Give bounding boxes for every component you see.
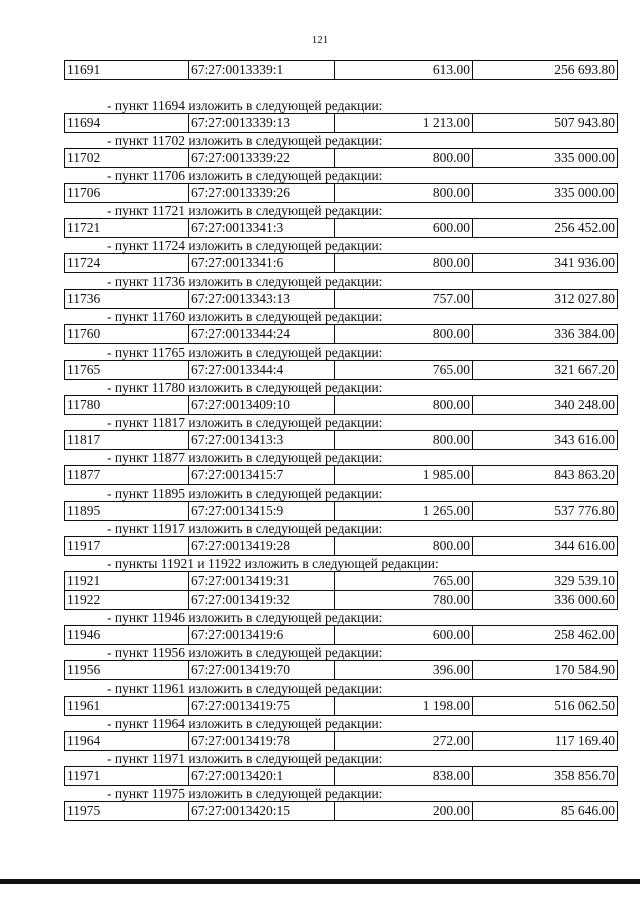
cadastral-value: 341 936.00 [473, 254, 618, 273]
amendment-table [64, 289, 618, 309]
amendment-table [64, 395, 618, 415]
table-row [65, 591, 618, 610]
amendment-table [64, 660, 618, 680]
table-row [65, 61, 618, 80]
amendment-table [64, 113, 618, 133]
amendment-note: - пункт 11702 изложить в следующей редакции: [107, 133, 383, 148]
amendment-note: - пункт 11895 изложить в следующей редакции: [107, 486, 383, 501]
area: 800.00 [335, 396, 473, 415]
cadastral-value: 256 452.00 [473, 219, 618, 238]
area: 600.00 [335, 626, 473, 645]
area: 765.00 [335, 572, 473, 591]
amendment-note: - пункты 11921 и 11922 изложить в следующей редакции: [107, 556, 439, 571]
item-number: 11961 [65, 697, 189, 716]
cadastral-value: 343 616.00 [473, 431, 618, 450]
table-row [65, 396, 618, 415]
area: 757.00 [335, 290, 473, 309]
item-number: 11780 [65, 396, 189, 415]
amendment-table [64, 430, 618, 450]
amendment-table [64, 801, 618, 821]
cadastral-number: 67:27:0013420:15 [189, 802, 335, 821]
item-number: 11724 [65, 254, 189, 273]
table-row [65, 572, 618, 591]
amendment-table [64, 731, 618, 751]
cadastral-value: 321 667.20 [473, 361, 618, 380]
cadastral-value: 312 027.80 [473, 290, 618, 309]
item-number: 11706 [65, 184, 189, 203]
area: 1 985.00 [335, 466, 473, 485]
item-number: 11922 [65, 591, 189, 610]
amendment-note: - пункт 11721 изложить в следующей редакции: [107, 203, 383, 218]
amendment-note: - пункт 11975 изложить в следующей редакции: [107, 786, 383, 801]
cadastral-number: 67:27:0013419:70 [189, 661, 335, 680]
cadastral-value: 336 000.60 [473, 591, 618, 610]
amendment-table [64, 253, 618, 273]
amendment-note: - пункт 11780 изложить в следующей редакции: [107, 380, 383, 395]
cadastral-value: 258 462.00 [473, 626, 618, 645]
cadastral-value: 335 000.00 [473, 149, 618, 168]
item-number: 11760 [65, 325, 189, 344]
area: 800.00 [335, 149, 473, 168]
item-number: 11877 [65, 466, 189, 485]
area: 800.00 [335, 254, 473, 273]
cadastral-number: 67:27:0013419:75 [189, 697, 335, 716]
item-number: 11721 [65, 219, 189, 238]
table-row [65, 626, 618, 645]
cadastral-value: 358 856.70 [473, 767, 618, 786]
item-number: 11917 [65, 537, 189, 556]
cadastral-number: 67:27:0013339:13 [189, 114, 335, 133]
cadastral-number: 67:27:0013413:3 [189, 431, 335, 450]
amendment-table [64, 536, 618, 556]
item-number: 11956 [65, 661, 189, 680]
cadastral-value: 537 776.80 [473, 502, 618, 521]
item-number: 11975 [65, 802, 189, 821]
item-number: 11895 [65, 502, 189, 521]
item-number: 11971 [65, 767, 189, 786]
amendment-note: - пункт 11706 изложить в следующей редакции: [107, 168, 383, 183]
area: 272.00 [335, 732, 473, 751]
table-row [65, 767, 618, 786]
item-number: 11921 [65, 572, 189, 591]
area: 800.00 [335, 325, 473, 344]
item-number: 11817 [65, 431, 189, 450]
cadastral-number: 67:27:0013341:6 [189, 254, 335, 273]
item-number: 11691 [65, 61, 189, 80]
cadastral-number: 67:27:0013415:7 [189, 466, 335, 485]
item-number: 11694 [65, 114, 189, 133]
first-row-table [64, 60, 618, 80]
amendment-table [64, 465, 618, 485]
cadastral-value: 335 000.00 [473, 184, 618, 203]
area: 765.00 [335, 361, 473, 380]
area: 396.00 [335, 661, 473, 680]
cadastral-number: 67:27:0013419:31 [189, 572, 335, 591]
amendment-table [64, 766, 618, 786]
item-number: 11736 [65, 290, 189, 309]
table-row [65, 537, 618, 556]
cadastral-value: 256 693.80 [473, 61, 618, 80]
area: 1 265.00 [335, 502, 473, 521]
table-row [65, 149, 618, 168]
cadastral-value: 85 646.00 [473, 802, 618, 821]
amendment-table [64, 218, 618, 238]
amendment-note: - пункт 11877 изложить в следующей редакции: [107, 450, 383, 465]
bottom-rule [0, 879, 640, 884]
table-row [65, 254, 618, 273]
area: 800.00 [335, 431, 473, 450]
amendment-table [64, 183, 618, 203]
cadastral-value: 843 863.20 [473, 466, 618, 485]
cadastral-number: 67:27:0013415:9 [189, 502, 335, 521]
amendment-table [64, 148, 618, 168]
cadastral-number: 67:27:0013339:1 [189, 61, 335, 80]
table-row [65, 114, 618, 133]
amendment-note: - пункт 11736 изложить в следующей редакции: [107, 274, 383, 289]
cadastral-value: 507 943.80 [473, 114, 618, 133]
cadastral-number: 67:27:0013339:26 [189, 184, 335, 203]
amendment-note: - пункт 11765 изложить в следующей редакции: [107, 345, 383, 360]
amendment-table [64, 571, 618, 610]
amendment-note: - пункт 11917 изложить в следующей редакции: [107, 521, 383, 536]
area: 1 213.00 [335, 114, 473, 133]
area: 1 198.00 [335, 697, 473, 716]
amendment-note: - пункт 11956 изложить в следующей редакции: [107, 645, 383, 660]
amendment-note: - пункт 11760 изложить в следующей редакции: [107, 309, 383, 324]
item-number: 11946 [65, 626, 189, 645]
cadastral-number: 67:27:0013343:13 [189, 290, 335, 309]
cadastral-number: 67:27:0013344:24 [189, 325, 335, 344]
cadastral-value: 117 169.40 [473, 732, 618, 751]
cadastral-value: 329 539.10 [473, 572, 618, 591]
item-number: 11702 [65, 149, 189, 168]
amendment-note: - пункт 11724 изложить в следующей редакции: [107, 238, 383, 253]
cadastral-number: 67:27:0013419:32 [189, 591, 335, 610]
page-number: 121 [311, 34, 329, 46]
cadastral-value: 170 584.90 [473, 661, 618, 680]
area: 613.00 [335, 61, 473, 80]
table-row [65, 325, 618, 344]
cadastral-value: 344 616.00 [473, 537, 618, 556]
cadastral-value: 340 248.00 [473, 396, 618, 415]
area: 200.00 [335, 802, 473, 821]
cadastral-number: 67:27:0013419:28 [189, 537, 335, 556]
cadastral-number: 67:27:0013344:4 [189, 361, 335, 380]
cadastral-number: 67:27:0013419:78 [189, 732, 335, 751]
amendment-table [64, 324, 618, 344]
amendment-table [64, 696, 618, 716]
table-row [65, 290, 618, 309]
table-row [65, 431, 618, 450]
table-row [65, 219, 618, 238]
cadastral-number: 67:27:0013341:3 [189, 219, 335, 238]
table-row [65, 361, 618, 380]
area: 800.00 [335, 184, 473, 203]
table-row [65, 802, 618, 821]
amendment-note: - пункт 11694 изложить в следующей редакции: [107, 98, 383, 113]
area: 600.00 [335, 219, 473, 238]
cadastral-number: 67:27:0013419:6 [189, 626, 335, 645]
amendment-note: - пункт 11961 изложить в следующей редакции: [107, 681, 383, 696]
table-row [65, 466, 618, 485]
table-row [65, 732, 618, 751]
cadastral-value: 516 062.50 [473, 697, 618, 716]
area: 838.00 [335, 767, 473, 786]
table-row [65, 697, 618, 716]
area: 780.00 [335, 591, 473, 610]
amendment-note: - пункт 11964 изложить в следующей редакции: [107, 716, 383, 731]
item-number: 11765 [65, 361, 189, 380]
table-row [65, 184, 618, 203]
area: 800.00 [335, 537, 473, 556]
table-row [65, 502, 618, 521]
table-row [65, 661, 618, 680]
cadastral-number: 67:27:0013420:1 [189, 767, 335, 786]
cadastral-number: 67:27:0013339:22 [189, 149, 335, 168]
amendment-table [64, 360, 618, 380]
amendment-table [64, 625, 618, 645]
amendment-note: - пункт 11946 изложить в следующей редакции: [107, 610, 383, 625]
item-number: 11964 [65, 732, 189, 751]
amendment-table [64, 501, 618, 521]
cadastral-number: 67:27:0013409:10 [189, 396, 335, 415]
amendment-note: - пункт 11817 изложить в следующей редакции: [107, 415, 383, 430]
amendment-note: - пункт 11971 изложить в следующей редакции: [107, 751, 383, 766]
cadastral-value: 336 384.00 [473, 325, 618, 344]
